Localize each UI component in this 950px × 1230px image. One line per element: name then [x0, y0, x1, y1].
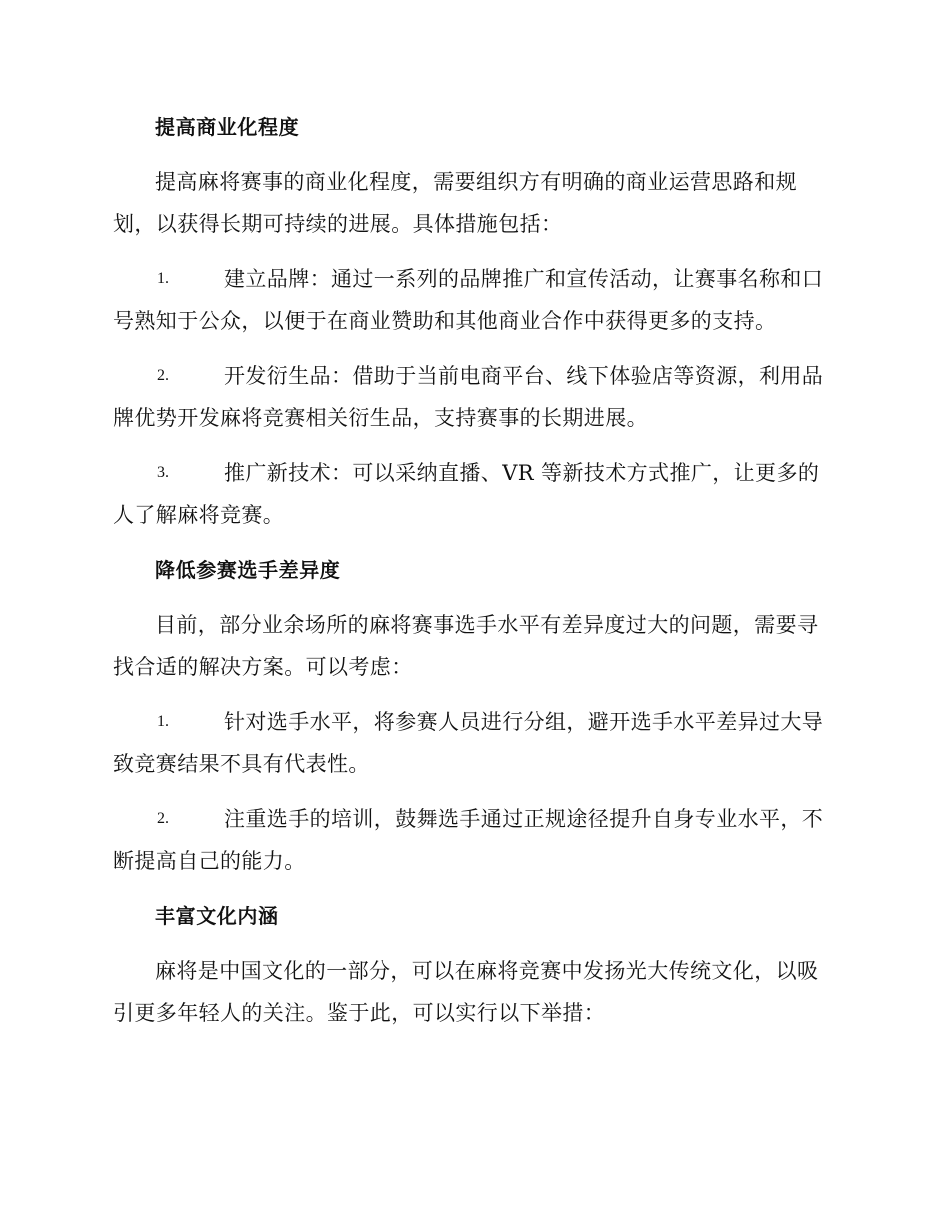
section-heading: 提高商业化程度 [155, 115, 300, 139]
list-number: 3. [157, 464, 169, 481]
list-item-line: 致竞赛结果不具有代表性。 [113, 752, 370, 776]
list-item-line: 推广新技术：可以采纳直播、VR 等新技术方式推广，让更多的 [224, 461, 820, 485]
list-number: 1. [157, 713, 169, 730]
list-item-line: 号熟知于公众，以便于在商业赞助和其他商业合作中获得更多的支持。 [113, 309, 777, 333]
list-item-line: 开发衍生品：借助于当前电商平台、线下体验店等资源，利用品 [224, 364, 824, 388]
list-number: 2. [157, 367, 169, 384]
list-number: 1. [157, 270, 169, 287]
list-item-line: 注重选手的培训，鼓舞选手通过正规途径提升自身专业水平，不 [224, 807, 824, 831]
list-number: 2. [157, 810, 169, 827]
list-item-line: 牌优势开发麻将竞赛相关衍生品，支持赛事的长期进展。 [113, 406, 648, 430]
paragraph-line: 引更多年轻人的关注。鉴于此，可以实行以下举措： [113, 1001, 606, 1025]
list-item-line: 建立品牌：通过一系列的品牌推广和宣传活动，让赛事名称和口 [224, 267, 824, 291]
list-item-line: 断提高自己的能力。 [113, 849, 306, 873]
paragraph-line: 划，以获得长期可持续的进展。具体措施包括： [113, 212, 563, 236]
paragraph-line: 目前，部分业余场所的麻将赛事选手水平有差异度过大的问题，需要寻 [155, 613, 819, 637]
paragraph-line: 找合适的解决方案。可以考虑： [113, 655, 413, 679]
section-heading: 丰富文化内涵 [155, 904, 279, 928]
paragraph-line: 提高麻将赛事的商业化程度，需要组织方有明确的商业运营思路和规 [155, 170, 797, 194]
section-heading: 降低参赛选手差异度 [155, 558, 341, 582]
paragraph-line: 麻将是中国文化的一部分，可以在麻将竞赛中发扬光大传统文化，以吸 [155, 959, 819, 983]
list-item-line: 人了解麻将竞赛。 [113, 503, 285, 527]
list-item-line: 针对选手水平，将参赛人员进行分组，避开选手水平差异过大导 [224, 710, 824, 734]
